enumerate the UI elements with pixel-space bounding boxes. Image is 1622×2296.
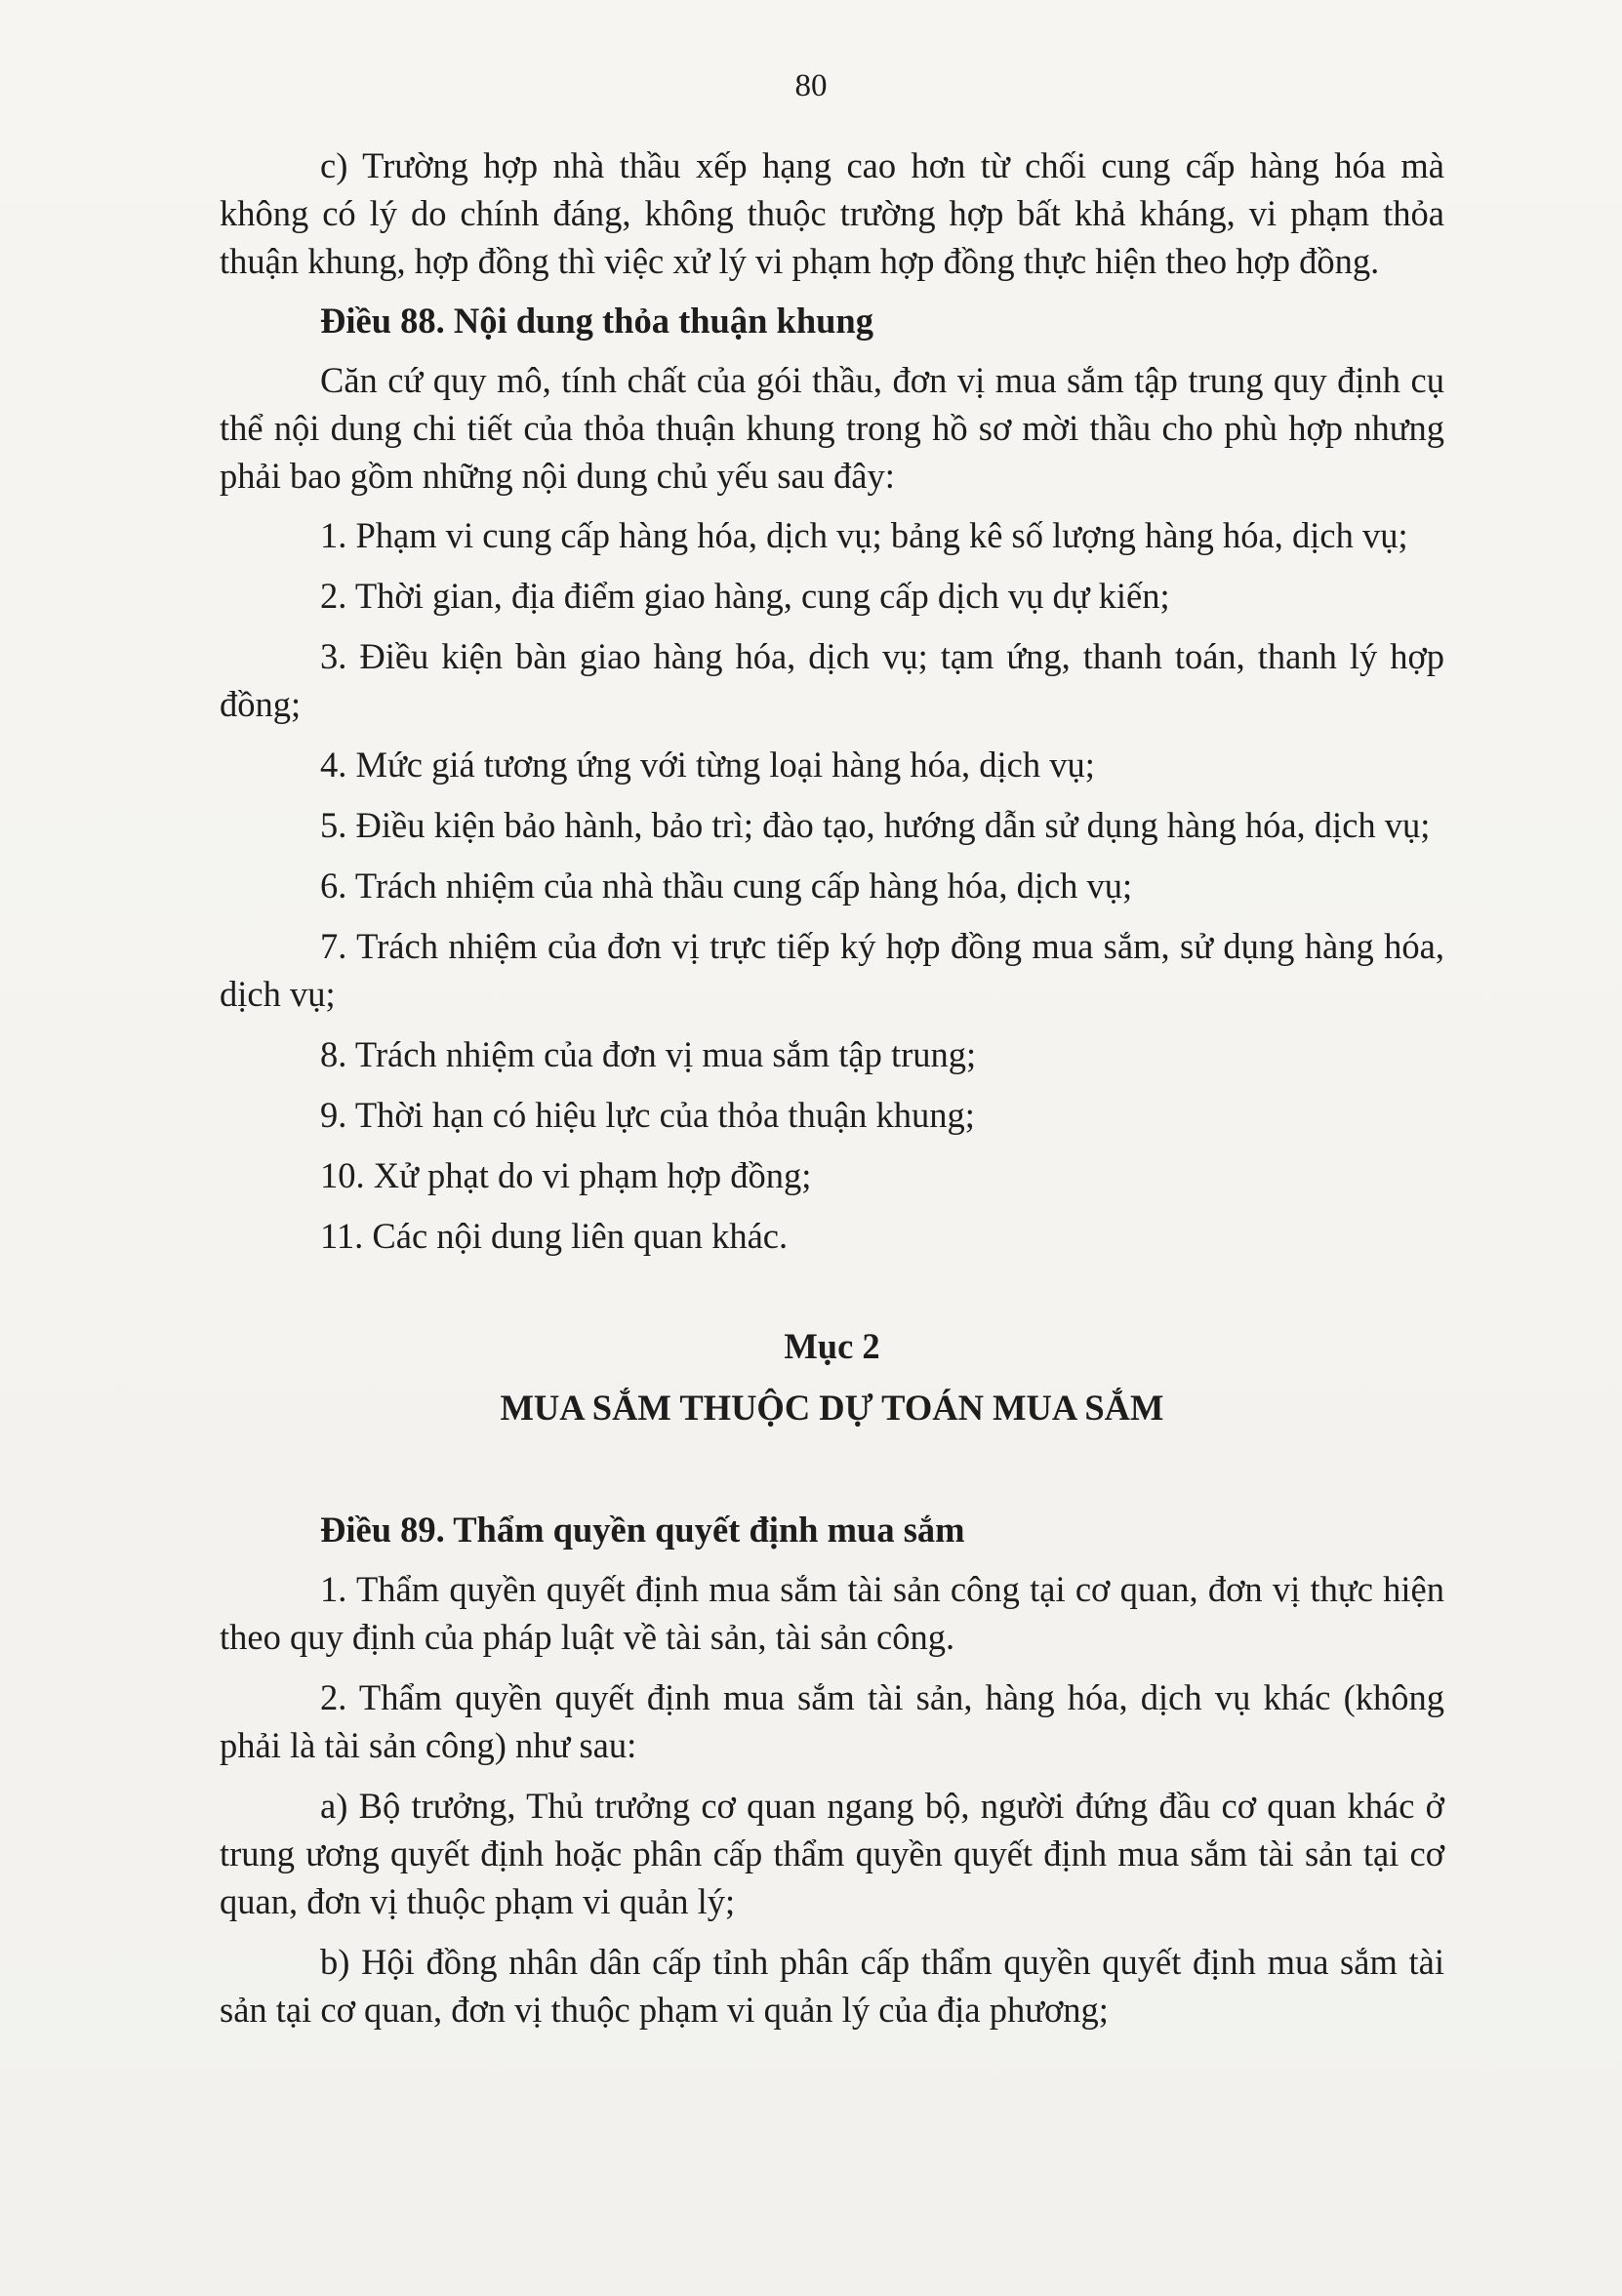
article-89-item-2: 2. Thẩm quyền quyết định mua sắm tài sản, hàng hóa, dịch vụ khác (không phải là tài sản công) như sau:: [220, 1677, 1444, 1765]
article-88-intro: Căn cứ quy mô, tính chất của gói thầu, đơn vị mua sắm tập trung quy định cụ thể nội dung chi tiết của thỏa thuận khung trong hồ sơ mời thầu cho phù hợp nhưng phải bao gồm những nội dung chủ yếu sau đây:: [220, 360, 1444, 496]
page-number: 80: [794, 68, 828, 103]
article-88-item-2: 2. Thời gian, địa điểm giao hàng, cung cấp dịch vụ dự kiến;: [320, 576, 1170, 616]
article-89-item-1: 1. Thẩm quyền quyết định mua sắm tài sản công tại cơ quan, đơn vị thực hiện theo quy định của pháp luật về tài sản, tài sản công.: [220, 1569, 1444, 1657]
document-body: [220, 141, 1444, 2046]
article-88-item-7: 7. Trách nhiệm của đơn vị trực tiếp ký hợp đồng mua sắm, sử dụng hàng hóa, dịch vụ;: [220, 926, 1444, 1014]
article-89-item-2a: a) Bộ trưởng, Thủ trưởng cơ quan ngang bộ, người đứng đầu cơ quan khác ở trung ương quyết định hoặc phân cấp thẩm quyền quyết định mua sắm tài sản tại cơ quan, đơn vị thuộc phạm vi quản lý;: [220, 1786, 1444, 1921]
section-label: Mục 2: [784, 1326, 880, 1366]
article-88-item-8: 8. Trách nhiệm của đơn vị mua sắm tập trung;: [320, 1034, 977, 1074]
article-88-item-4: 4. Mức giá tương ứng với từng loại hàng hóa, dịch vụ;: [320, 745, 1095, 785]
paragraph-c: c) Trường hợp nhà thầu xếp hạng cao hơn từ chối cung cấp hàng hóa mà không có lý do chính đáng, không thuộc trường hợp bất khả kháng, vi phạm thỏa thuận khung, hợp đồng thì việc xử lý vi phạm hợp đồng thực hiện theo hợp đồng.: [220, 145, 1444, 281]
article-88-item-9: 9. Thời hạn có hiệu lực của thỏa thuận khung;: [320, 1095, 975, 1135]
article-88-item-3: 3. Điều kiện bàn giao hàng hóa, dịch vụ; tạm ứng, thanh toán, thanh lý hợp đồng;: [220, 636, 1444, 724]
article-88-item-5: 5. Điều kiện bảo hành, bảo trì; đào tạo, hướng dẫn sử dụng hàng hóa, dịch vụ;: [320, 805, 1431, 845]
article-88-item-10: 10. Xử phạt do vi phạm hợp đồng;: [320, 1155, 812, 1195]
article-89-item-2b: b) Hội đồng nhân dân cấp tỉnh phân cấp thẩm quyền quyết định mua sắm tài sản tại cơ quan, đơn vị thuộc phạm vi quản lý của địa phương;: [220, 1942, 1444, 2030]
article-88-item-11: 11. Các nội dung liên quan khác.: [320, 1216, 789, 1256]
article-88-item-1: 1. Phạm vi cung cấp hàng hóa, dịch vụ; bảng kê số lượng hàng hóa, dịch vụ;: [320, 515, 1408, 555]
section-title: MUA SẮM THUỘC DỰ TOÁN MUA SẮM: [500, 1388, 1164, 1428]
article-89-heading: Điều 89. Thẩm quyền quyết định mua sắm: [320, 1510, 965, 1550]
article-88-item-6: 6. Trách nhiệm của nhà thầu cung cấp hàng hóa, dịch vụ;: [320, 866, 1133, 906]
article-88-heading: Điều 88. Nội dung thỏa thuận khung: [320, 301, 873, 341]
